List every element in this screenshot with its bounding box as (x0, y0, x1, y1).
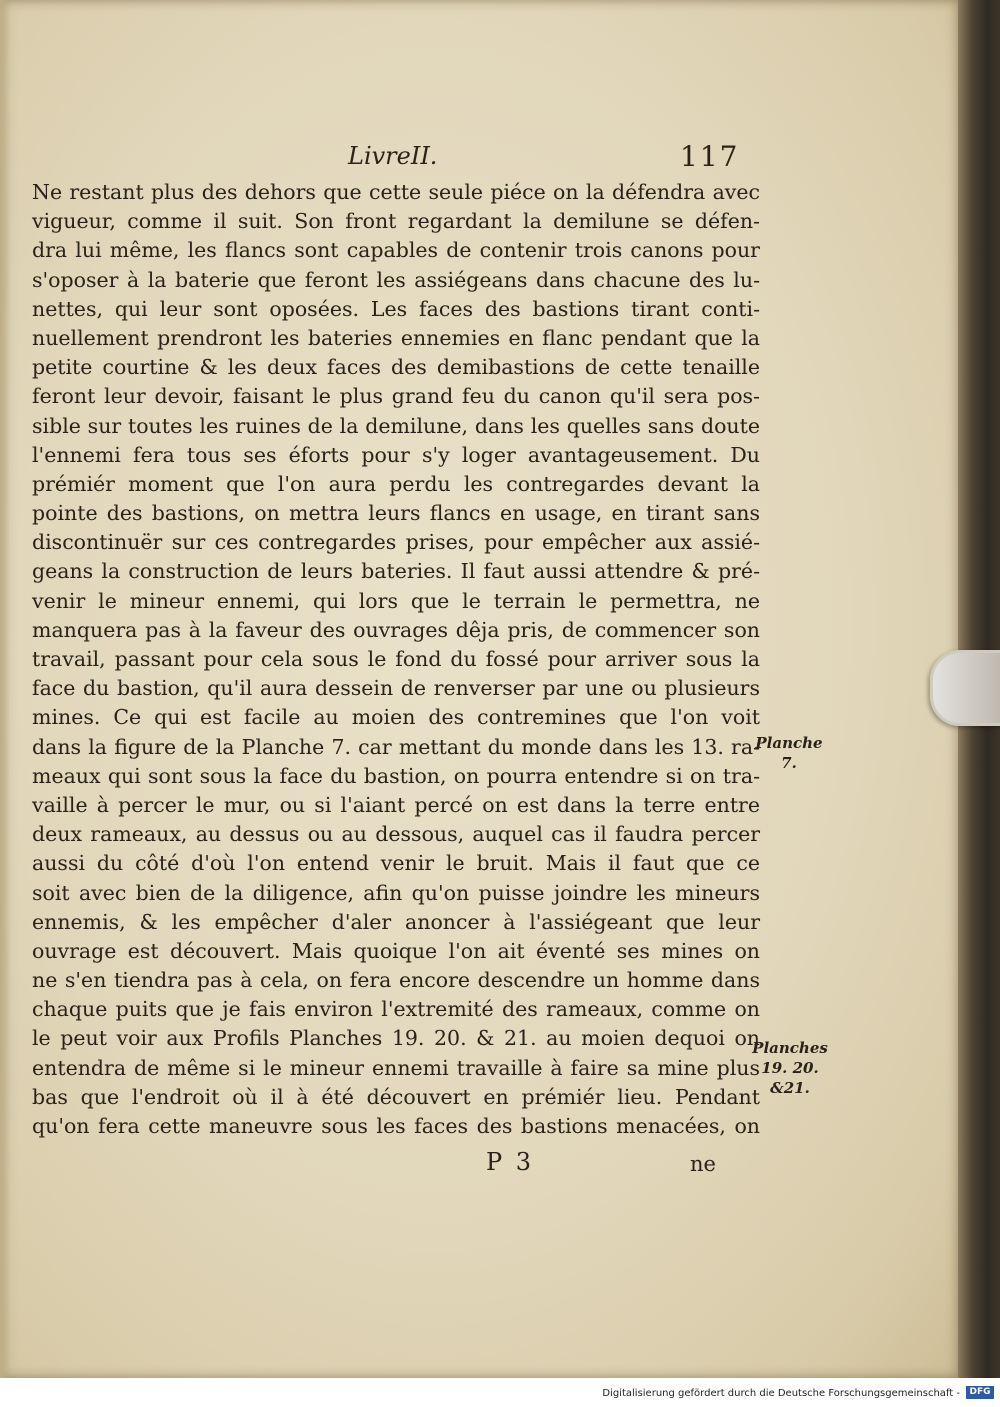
text-line: discontinuër sur ces contregardes prises, pour empêcher aux assié- (32, 530, 760, 555)
text-line: manquera pas à la faveur des ouvrages dêja pris, de commencer son (32, 617, 760, 642)
text-line: deux rameaux, au dessus ou au dessous, auquel cas il faudra percer (32, 822, 760, 847)
text-line: chaque puits que je fais environ l'extremité des rameaux, comme on (32, 997, 760, 1022)
text-line: le peut voir aux Profils Planches 19. 20. & 21. au moien dequoi on (32, 1026, 760, 1051)
catchword: ne (690, 1152, 716, 1176)
text-line: soit avec bien de la diligence, afin qu'on puisse joindre les mineurs (32, 880, 760, 905)
signature-mark: P 3 (486, 1148, 535, 1176)
text-line: meaux qui sont sous la face du bastion, on pourra entendre si on tra- (32, 763, 760, 788)
text-line: sible sur toutes les ruines de la demilune, dans les quelles sans doute (32, 413, 760, 438)
page-header (0, 140, 962, 180)
text-line: s'oposer à la baterie que feront les assiégeans dans chacune des lu- (32, 267, 760, 292)
page-clip-icon (930, 650, 1000, 726)
credit-bar (0, 1378, 1000, 1407)
page-footer (0, 1146, 962, 1186)
text-line: pointe des bastions, on mettra leurs flancs en usage, en tirant sans (32, 501, 760, 526)
margin-note-planches-19-20-21: Planches 19. 20. &21. (752, 1039, 828, 1097)
text-line: petite courtine & les deux faces des demibastions de cette tenaille (32, 355, 760, 380)
text-line: Ne restant plus des dehors que cette seule piéce on la défendra avec (32, 180, 760, 204)
text-line: ne s'en tiendra pas à cela, on fera encore descendre un homme dans (32, 968, 760, 993)
text-line: geans la construction de leurs bateries. Il faut aussi attendre & pré- (32, 559, 760, 584)
text-line: prémiér moment que l'on aura perdu les contregardes devant la (32, 471, 760, 496)
text-line: ouvrage est découvert. Mais quoique l'on ait éventé ses mines on (32, 938, 760, 963)
text-line: qu'on fera cette maneuvre sous les faces des bastions menacées, on (32, 1114, 760, 1138)
text-line: aussi du côté d'où l'on entend venir le bruit. Mais il faut que ce (32, 851, 760, 876)
text-line: l'ennemi fera tous ses éforts pour s'y loger avantageusement. Du (32, 442, 760, 467)
text-line: travail, passant pour cela sous le fond du fossé pour arriver sous la (32, 647, 760, 671)
margin-note-planche-7: Planche 7. (755, 734, 823, 772)
text-line: entendra de même si le mineur ennemi travaille à faire sa mine plus (32, 1055, 760, 1080)
text-line: vaille à percer le mur, ou si l'aiant percé on est dans la terre entre (32, 792, 760, 817)
text-line: vigueur, comme il suit. Son front regardant la demilune se défen- (32, 209, 760, 234)
text-line: face du bastion, qu'il aura dessein de renverser par une ou plusieurs (32, 676, 760, 701)
text-line: dans la figure de la Planche 7. car mettant du monde dans les 13. ra- (32, 734, 760, 759)
text-line: feront leur devoir, faisant le plus grand feu du canon qu'il sera pos- (32, 384, 760, 409)
page-number: 117 (680, 140, 740, 173)
text-line: mines. Ce qui est facile au moien des contremines que l'on voit (32, 705, 760, 730)
credit-text: Digitalisierung gefördert durch die Deutsche Forschungsgemeinschaft - (602, 1388, 960, 1399)
body-text (32, 178, 762, 1141)
text-line: bas que l'endroit où il à été découvert en prémiér lieu. Pendant (32, 1084, 760, 1109)
text-line: dra lui même, les flancs sont capables de contenir trois canons pour (32, 238, 760, 263)
running-title: LivreII. (348, 142, 438, 170)
text-line: venir le mineur ennemi, qui lors que le terrain le permettra, ne (32, 588, 760, 613)
text-line: nettes, qui leur sont oposées. Les faces des bastions tirant conti- (32, 296, 760, 321)
text-line: nuellement prendront les bateries ennemies en flanc pendant que la (32, 325, 760, 350)
dfg-logo-icon: DFG (966, 1386, 994, 1399)
text-line: ennemis, & les empêcher d'aler anoncer à l'assiégeant que leur (32, 909, 760, 934)
